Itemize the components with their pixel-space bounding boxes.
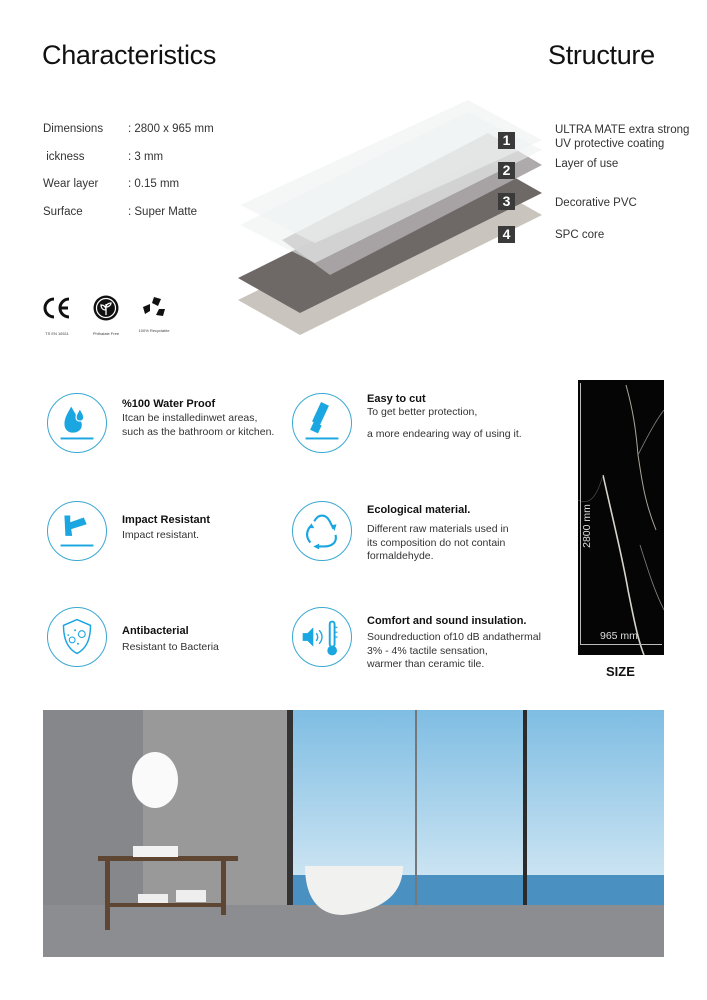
spec-row [43,151,163,163]
spec-label: Wear layer [43,178,99,190]
feature-description [367,406,522,441]
round-mirror [132,752,178,808]
spec-label: Surface [43,206,83,218]
size-marble-sample [578,380,664,655]
layer-badge: 1 [498,132,515,149]
feature-description-line: Itcan be installedinwet areas, [122,412,258,424]
layer-label: SPC core [555,229,605,241]
recycle-icon [141,296,167,320]
feature-icon-circle [292,607,352,667]
certification-caption: TS EN 16511 [45,331,69,336]
feature-description-line: To get better protection, [367,406,478,418]
layer-label: Decorative PVC [555,197,637,209]
feature-title: Ecological material. [367,504,471,516]
feature-icon-circle [47,393,107,453]
feature-icon-circle [47,501,107,561]
spec-label: ickness [43,151,85,163]
feature-description-line: Impact resistant. [122,529,200,541]
feature-title: Comfort and sound insulation. [367,615,527,627]
width-dimension-line [580,644,662,645]
spec-value: : 2800 x 965 mm [128,123,214,135]
cutter-icon [293,394,351,452]
leaf-icon [93,295,119,321]
feature-description-line: such as the bathroom or kitchen. [122,425,275,438]
spec-label: Dimensions [43,123,104,135]
spec-value: : 3 mm [128,151,164,163]
spec-value: : Super Matte [128,206,198,218]
feature-description-line: a more endearing way of using it. [367,427,522,440]
size-caption: SIZE [606,664,635,679]
feature-description-line: Different raw materials used in [367,523,509,535]
feature-icon-circle [292,393,352,453]
characteristics-heading: Characteristics [42,40,217,70]
sound-thermometer-icon [293,608,351,666]
feature-title: Antibacterial [122,625,189,637]
width-label: 965 mm [600,630,638,642]
height-label: 2800 mm [581,504,593,548]
feature-description-line: formaldehyde. [367,550,434,562]
certification-caption: 100% Recyclable [138,328,170,333]
feature-description [367,523,509,564]
feature-description-line: 3% - 4% tactile sensation, [367,644,488,657]
certification-caption: Phthalate Free [92,331,120,336]
feature-title: Impact Resistant [122,514,211,526]
feature-description [122,412,274,439]
spec-row [43,123,214,135]
feature-description [122,529,199,543]
ce-mark-icon [42,296,72,320]
layer-label: ULTRA MATE extra strong UV protective coating [555,124,690,150]
layer-label: Layer of use [555,158,619,170]
spec-row [43,206,197,218]
feature-title: %100 Water Proof [122,398,216,410]
feature-description-line: its composition do not contain [367,536,506,549]
layer-badge: 4 [498,226,515,243]
shield-bacteria-icon [48,608,106,666]
bathroom-photo [43,710,664,957]
spec-row [43,178,179,190]
feature-icon-circle [47,607,107,667]
feature-title: Easy to cut [367,393,426,405]
structure-heading: Structure [548,40,655,70]
spec-value: : 0.15 mm [128,178,180,190]
hammer-icon [48,502,106,560]
water-drop-icon [48,394,106,452]
feature-description-line: Soundreduction of10 dB andathermal [367,631,541,643]
feature-description [367,631,541,672]
layer-badge: 2 [498,162,515,179]
feature-description-line: warmer than ceramic tile. [367,658,485,670]
layer-badge: 3 [498,193,515,210]
feature-description-line: Resistant to Bacteria [122,641,219,653]
feature-description [122,641,219,655]
recycle-arrows-icon [293,502,351,560]
feature-icon-circle [292,501,352,561]
